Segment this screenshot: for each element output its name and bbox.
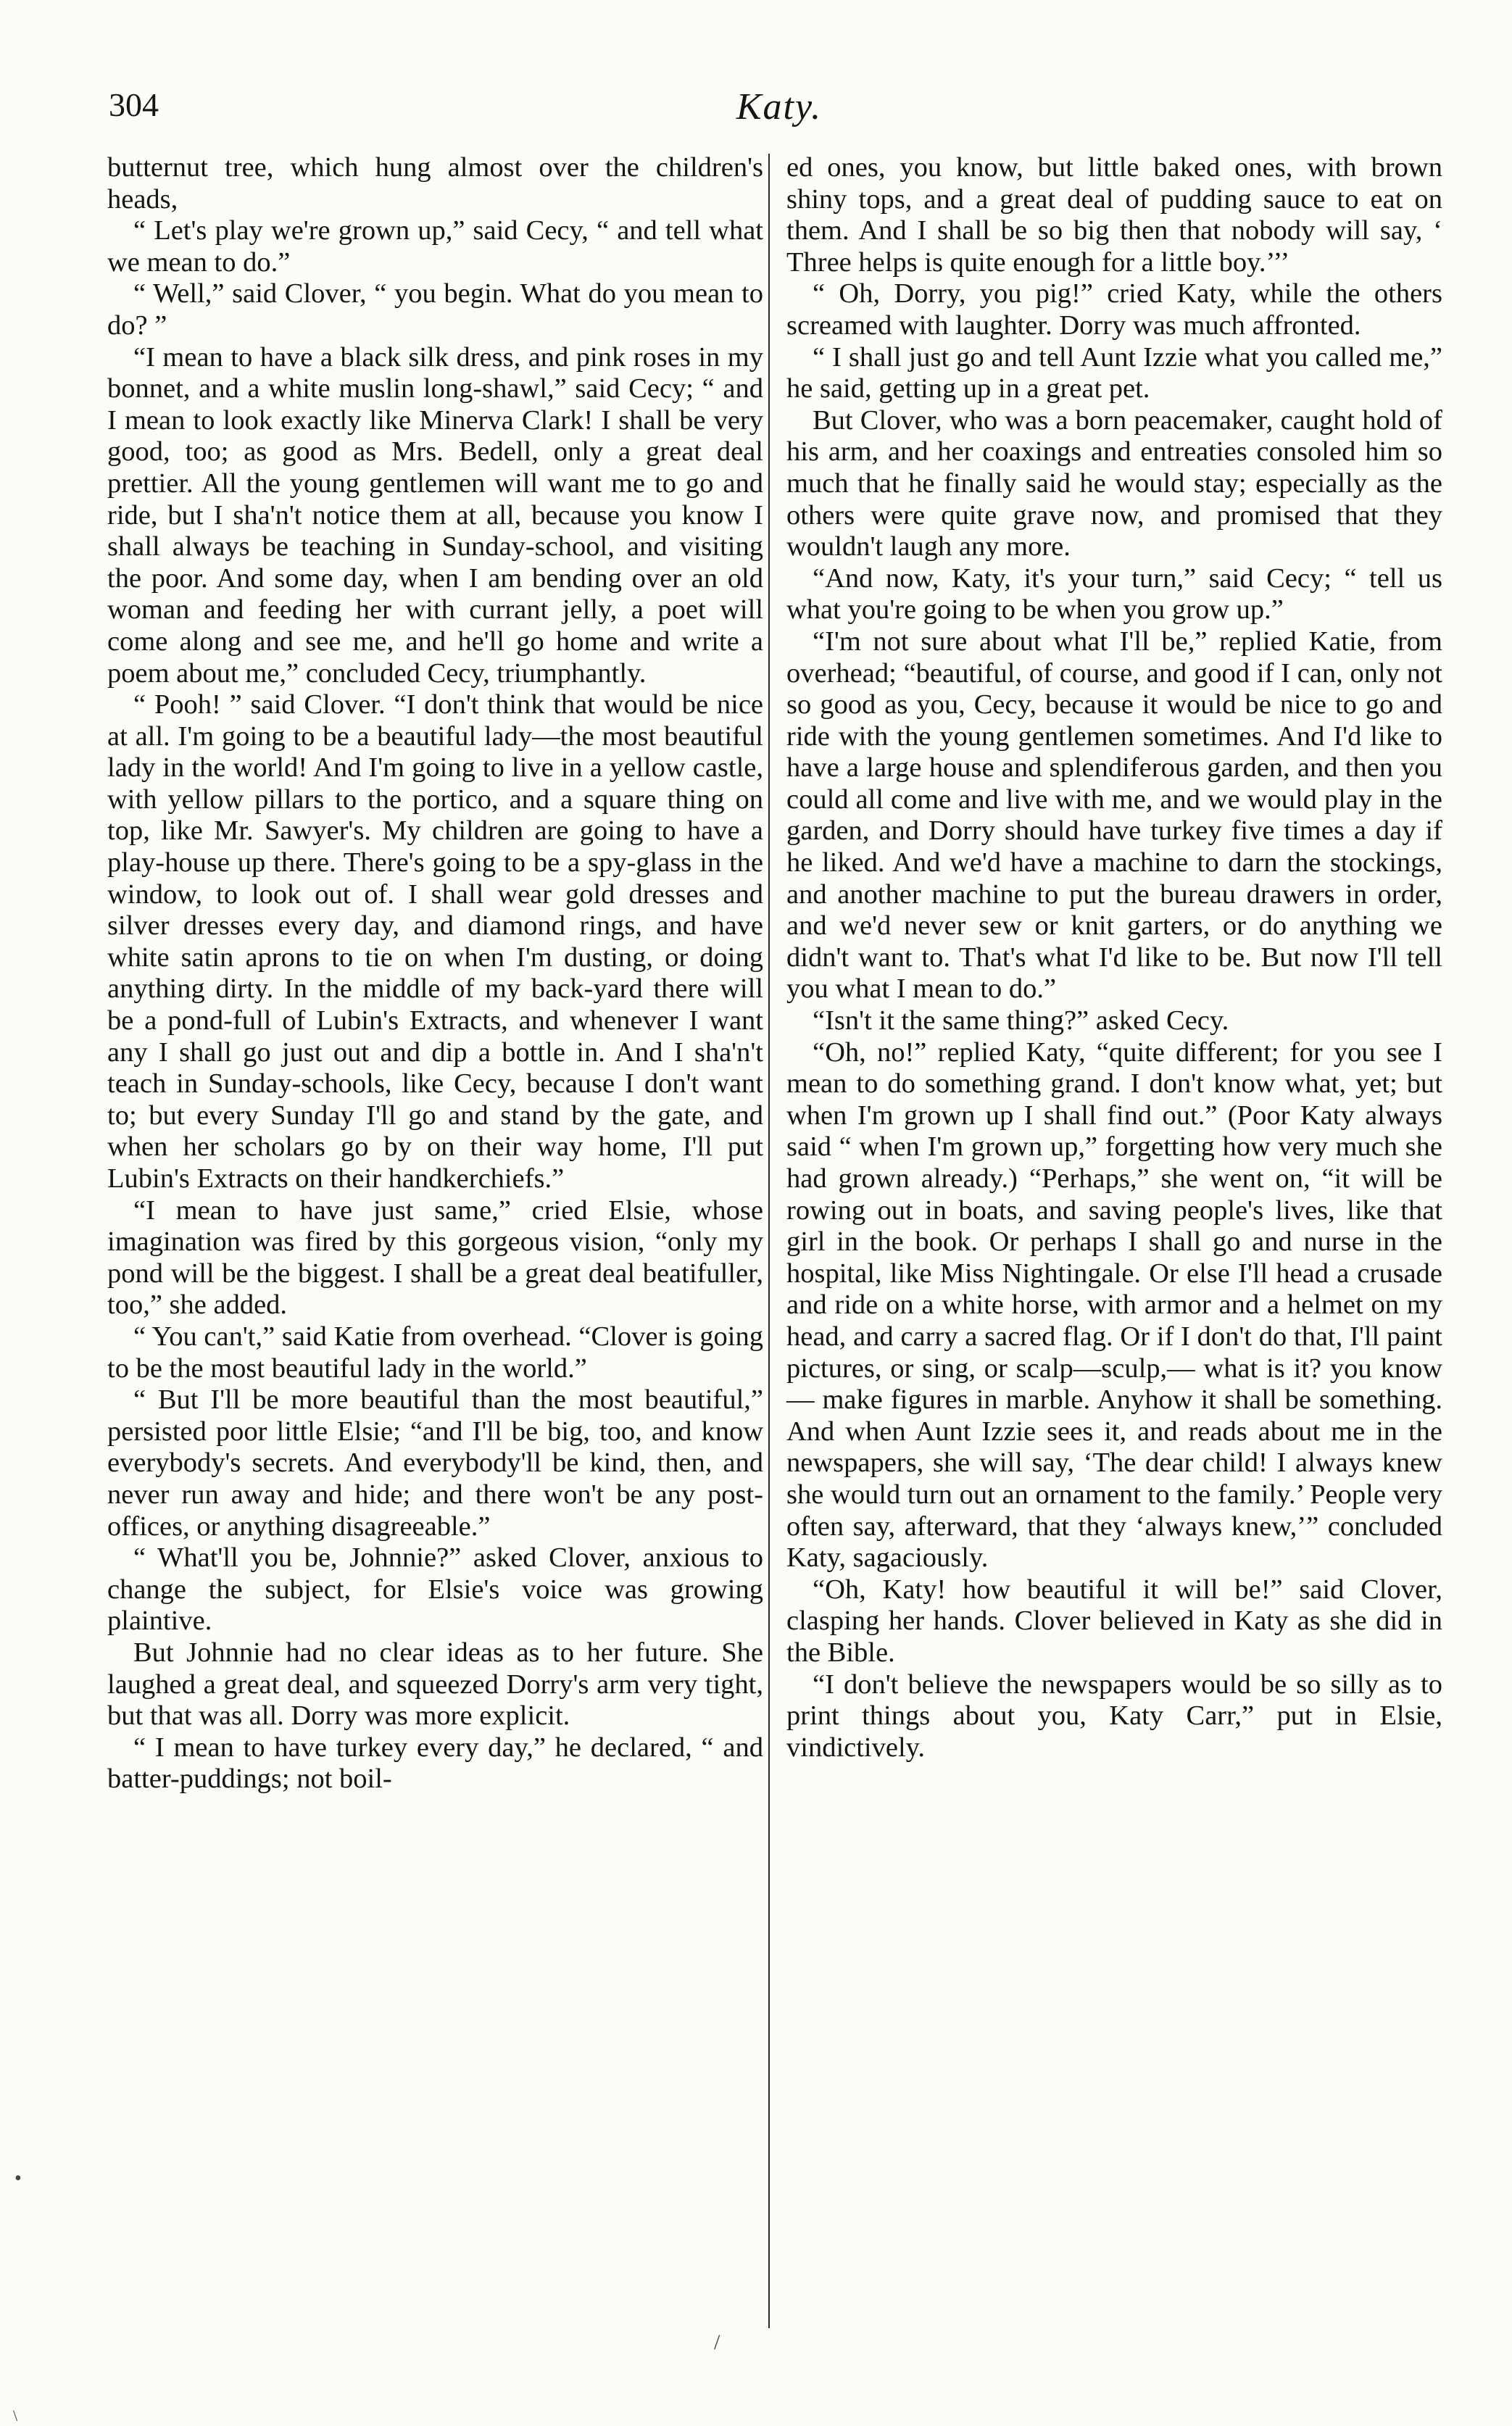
paragraph: “I mean to have just same,” cried Elsie, whose imagination was fired by this gorgeous vision, “only my pond will be the biggest. I shall be a great deal beatifuller, too,” she added. <box>107 1195 763 1321</box>
paragraph: “And now, Katy, it's your turn,” said Cecy; “ tell us what you're going to be when you grow up.” <box>786 562 1442 626</box>
paragraph: “ I mean to have turkey every day,” he declared, “ and batter-puddings; not boil- <box>107 1732 763 1795</box>
paragraph: ed ones, you know, but little baked ones, with brown shiny tops, and a great deal of pudding sauce to eat on them. And I shall be so big then that nobody will say, ‘ Three helps is quite enough for a little boy.’’’ <box>786 152 1442 278</box>
paragraph: “I'm not sure about what I'll be,” replied Katie, from overhead; “beautiful, of course, and good if I can, only not so good as you, Cecy, because it would be nice to go and ride with the young gentlemen sometimes. And I'd like to have a large house and splendiferous garden, and then you could all come and live with me, and we would play in the garden, and Dorry should have turkey five times a day if he liked. And we'd have a machine to darn the stockings, and another machine to put the bureau drawers in order, and we'd never sew or knit garters, or do anything we didn't want to. That's what I'd like to be. But now I'll tell you what I mean to do.” <box>786 626 1442 1005</box>
left-column <box>107 152 763 1795</box>
paragraph: “ Oh, Dorry, you pig!” cried Katy, while the others screamed with laughter. Dorry was much affronted. <box>786 278 1442 341</box>
stray-ink-mark: / <box>714 2330 720 2354</box>
page-number: 304 <box>109 86 159 123</box>
page-header <box>109 86 1450 144</box>
paragraph: “ You can't,” said Katie from overhead. “Clover is going to be the most beautiful lady in the world.” <box>107 1321 763 1384</box>
paragraph: “ Let's play we're grown up,” said Cecy, “ and tell what we mean to do.” <box>107 215 763 278</box>
paragraph: But Johnnie had no clear ideas as to her future. She laughed a great deal, and squeezed Dorry's arm very tight, but that was all. Dorry was more explicit. <box>107 1637 763 1732</box>
paragraph: “Isn't it the same thing?” asked Cecy. <box>813 1005 1229 1037</box>
right-column <box>786 152 1442 1764</box>
column-divider <box>768 154 770 2328</box>
paragraph: “ But I'll be more beautiful than the most beautiful,” persisted poor little Elsie; “and I'll be big, too, and know everybody's secrets. And everybody'll be kind, then, and never run away and hide; and there won't be any post-offices, or anything disagreeable.” <box>107 1384 763 1542</box>
paragraph: “ What'll you be, Johnnie?” asked Clover, anxious to change the subject, for Elsie's voice was growing plaintive. <box>107 1542 763 1637</box>
paragraph: “ I shall just go and tell Aunt Izzie what you called me,” he said, getting up in a great pet. <box>786 341 1442 404</box>
paragraph: “I don't believe the newspapers would be so silly as to print things about you, Katy Carr,” put in Elsie, vindictively. <box>786 1669 1442 1763</box>
paragraph: But Clover, who was a born peacemaker, caught hold of his arm, and her coaxings and entreaties consoled him so much that he finally said he would stay; especially as the others were quite grave now, and promised that they wouldn't laugh any more. <box>786 404 1442 562</box>
stray-ink-dot: • <box>14 2167 22 2190</box>
paragraph: “Oh, no!” replied Katy, “quite different; for you see I mean to do something grand. I don't know what, yet; but when I'm grown up I shall find out.” (Poor Katy always said “ when I'm grown up,” forgetting how very much she had grown already.) “Perhaps,” she went on, “it will be rowing out in boats, and saving people's lives, like that girl in the book. Or perhaps I shall go and nurse in the hospital, like Miss Nightingale. Or else I'll head a crusade and ride on a white horse, with armor and a helmet on my head, and carry a sacred flag. Or if I don't do that, I'll paint pictures, or sing, or scalp—sculp,— what is it? you know— make figures in marble. Anyhow it shall be something. And when Aunt Izzie sees it, and reads about me in the newspapers, she will say, ‘The dear child! I always knew she would turn out an ornament to the family.’ People very often say, afterward, that they ‘always knew,’” concluded Katy, sagaciously. <box>786 1037 1442 1574</box>
paragraph: “I mean to have a black silk dress, and pink roses in my bonnet, and a white muslin long-shawl,” said Cecy; “ and I mean to look exactly like Minerva Clark! I shall be very good, too; as good as Mrs. Bedell, only a great deal prettier. All the young gentlemen will want me to go and ride, but I sha'n't notice them at all, because you know I shall always be teaching in Sunday-school, and visiting the poor. And some day, when I am bending over an old woman and feeding her with currant jelly, a poet will come along and see me, and he'll go home and write a poem about me,” concluded Cecy, triumphantly. <box>107 341 763 689</box>
paragraph: “ Well,” said Clover, “ you begin. What do you mean to do? ” <box>107 278 763 341</box>
paragraph: “ Pooh! ” said Clover. “I don't think that would be nice at all. I'm going to be a beautiful lady—the most beautiful lady in the world! And I'm going to live in a yellow castle, with yellow pillars to the portico, and a square thing on top, like Mr. Sawyer's. My children are going to have a play-house up there. There's going to be a spy-glass in the window, to look out of. I shall wear gold dresses and silver dresses every day, and diamond rings, and have white satin aprons to tie on when I'm dusting, or doing anything dirty. In the middle of my back-yard there will be a pond-full of Lubin's Extracts, and whenever I want any I shall go just out and dip a bottle in. And I sha'n't teach in Sunday-schools, like Cecy, because I don't want to; but every Sunday I'll go and stand by the gate, and when her scholars go by on their way home, I'll put Lubin's Extracts on their handkerchiefs.” <box>107 689 763 1194</box>
paragraph: butternut tree, which hung almost over the children's heads, <box>107 152 763 215</box>
running-title: Katy. <box>736 86 823 128</box>
stray-ink-mark: \ <box>13 2406 18 2425</box>
paragraph: “Oh, Katy! how beautiful it will be!” said Clover, clasping her hands. Clover believed in Katy as she did in the Bible. <box>786 1574 1442 1668</box>
